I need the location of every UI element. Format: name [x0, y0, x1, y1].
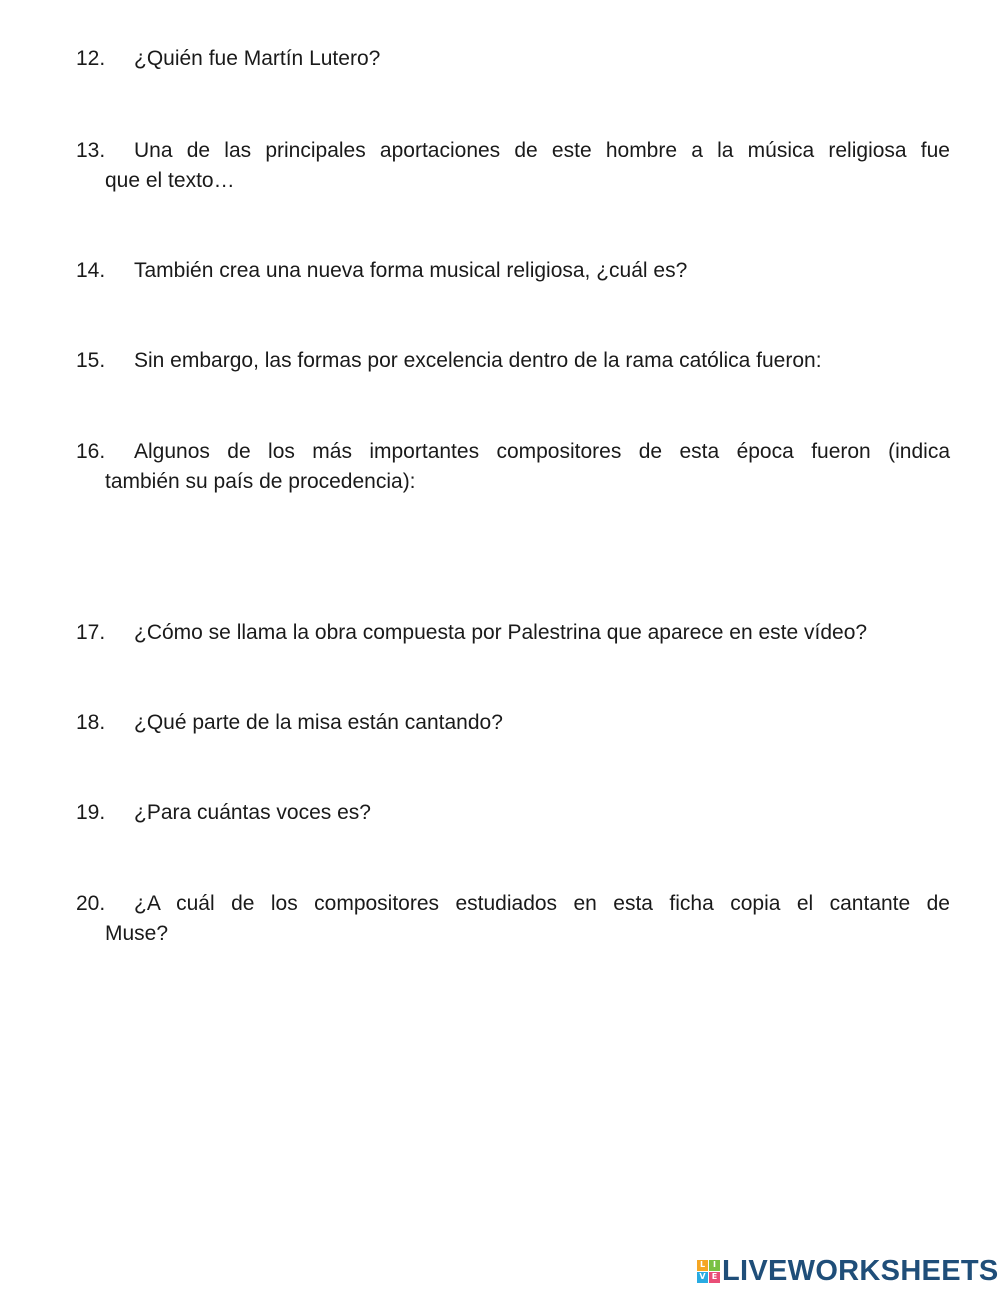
question-line-1	[76, 136, 950, 166]
logo-blocks-icon	[697, 1260, 720, 1283]
logo-block-v: V	[697, 1272, 708, 1283]
logo-text: LIVEWORKSHEETS	[722, 1254, 999, 1287]
question-line-1	[76, 437, 950, 467]
logo-block-e: E	[709, 1272, 720, 1283]
question-13	[76, 136, 950, 196]
question-number: 19.	[76, 801, 106, 824]
question-number: 16.	[76, 440, 106, 463]
liveworksheets-logo[interactable]	[697, 1255, 999, 1287]
question-text: Una de las principales aportaciones de este hombre a la música religiosa fue	[134, 139, 950, 162]
question-number: 14.	[76, 259, 106, 282]
question-number: 20.	[76, 892, 106, 915]
question-17	[76, 618, 950, 648]
question-15	[76, 346, 950, 376]
question-text-continued: también su país de procedencia):	[105, 470, 416, 493]
logo-block-i: I	[709, 1260, 720, 1271]
question-text: Algunos de los más importantes compositores de esta época fueron (indica	[134, 440, 950, 463]
question-text-continued: que el texto…	[105, 169, 235, 192]
question-text: ¿A cuál de los compositores estudiados en esta ficha copia el cantante de	[134, 892, 950, 915]
question-number: 18.	[76, 711, 106, 734]
question-number: 15.	[76, 349, 106, 372]
question-16	[76, 437, 950, 497]
question-18	[76, 708, 950, 738]
question-line-1	[76, 889, 950, 919]
question-number: 13.	[76, 139, 106, 162]
question-14	[76, 256, 950, 286]
question-20	[76, 889, 950, 949]
question-number: 17.	[76, 621, 106, 644]
question-text: ¿Qué parte de la misa están cantando?	[134, 711, 503, 734]
question-text-continued: Muse?	[105, 922, 169, 945]
question-text: También crea una nueva forma musical religiosa, ¿cuál es?	[134, 259, 688, 282]
question-number: 12.	[76, 47, 106, 70]
question-text: ¿Para cuántas voces es?	[134, 801, 371, 824]
question-19	[76, 798, 950, 828]
logo-block-l: L	[697, 1260, 708, 1271]
question-text: ¿Quién fue Martín Lutero?	[134, 47, 381, 70]
question-12	[76, 44, 950, 74]
question-text: Sin embargo, las formas por excelencia dentro de la rama católica fueron:	[134, 349, 822, 372]
question-text: ¿Cómo se llama la obra compuesta por Palestrina que aparece en este vídeo?	[134, 621, 868, 644]
